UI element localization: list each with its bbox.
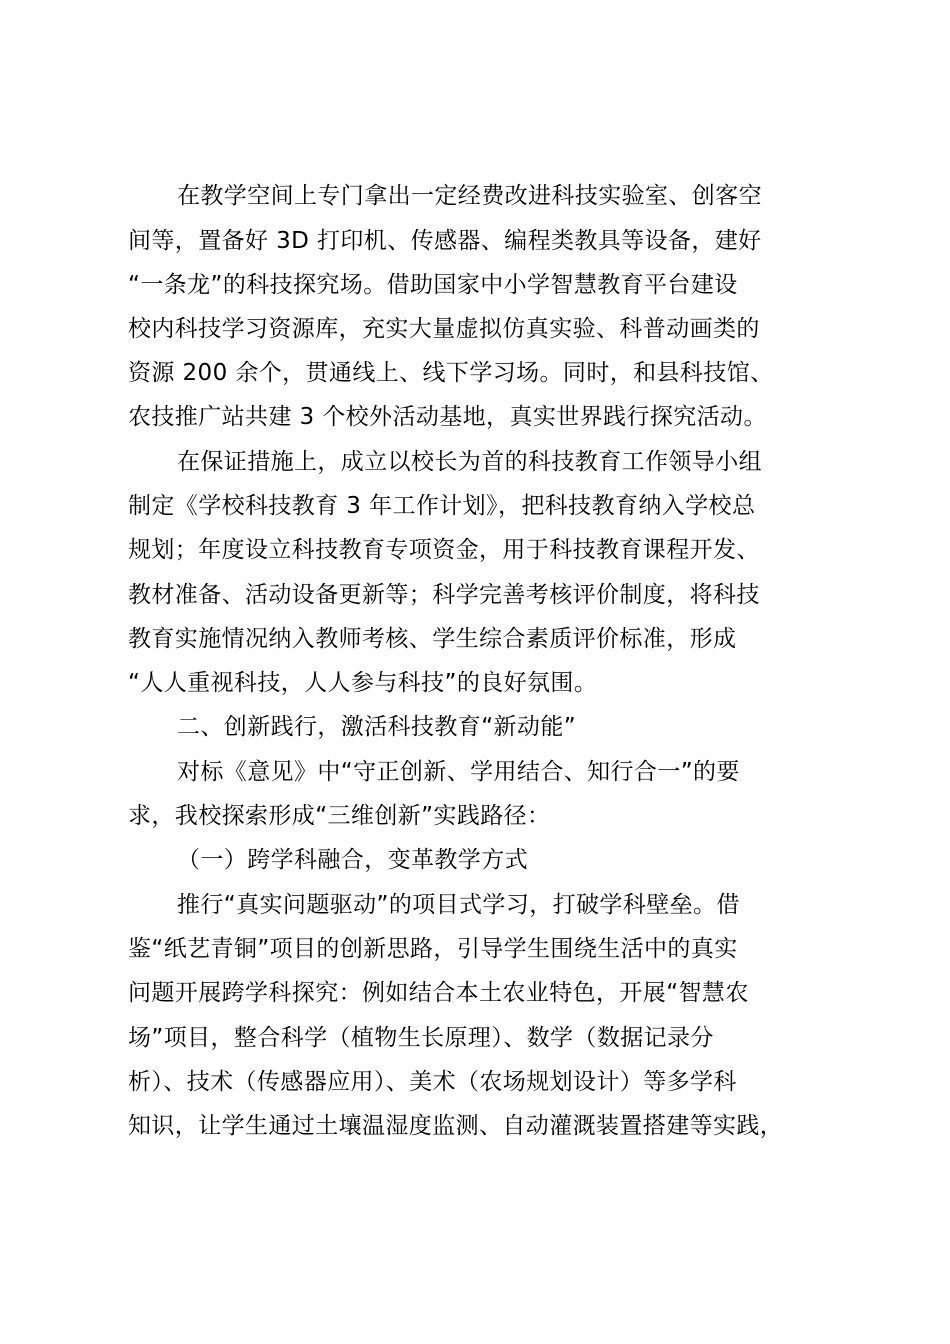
- paragraph-3-line-2: 求，我校探索形成“三维创新”实践路径：: [128, 803, 551, 829]
- paragraph-4-line-2: 鉴“纸艺青铜”项目的创新思路，引导学生围绕生活中的真实: [128, 936, 738, 962]
- paragraph-4-line-1: 推行“真实问题驱动”的项目式学习，打破学科壁垒。借: [177, 892, 740, 918]
- paragraph-2-line-2: 制定《学校科技教育 3 年工作计划》，把科技教育纳入学校总: [128, 493, 756, 519]
- paragraph-4-line-3: 问题开展跨学科探究：例如结合本土农业特色，开展“智慧农: [128, 980, 749, 1006]
- paragraph-2-line-6: “人人重视科技，人人参与科技”的良好氛围。: [128, 670, 598, 696]
- paragraph-4-line-4: 场”项目，整合科学（植物生长原理）、数学（数据记录分: [128, 1025, 714, 1051]
- subsection-heading-1: （一）跨学科融合，变革教学方式: [177, 847, 528, 873]
- paragraph-2-line-5: 教育实施情况纳入教师考核、学生综合素质评价标准，形成: [128, 626, 737, 652]
- paragraph-1-line-3: “一条龙”的科技探究场。借助国家中小学智慧教育平台建设: [128, 272, 738, 298]
- paragraph-4-line-6: 知识，让学生通过土壤温湿度监测、自动灌溉装置搭建等实践，: [128, 1113, 784, 1139]
- paragraph-1-line-4: 校内科技学习资源库，充实大量虚拟仿真实验、科普动画类的: [128, 316, 760, 342]
- paragraph-1-line-6: 农技推广站共建 3 个校外活动基地，真实世界践行探究活动。: [128, 404, 767, 430]
- paragraph-2-line-1: 在保证措施上，成立以校长为首的科技教育工作领导小组: [177, 449, 762, 475]
- section-heading-2: 二、创新践行，激活科技教育“新动能”: [177, 714, 577, 740]
- paragraph-2-line-3: 规划；年度设立科技教育专项资金，用于科技教育课程开发、: [128, 537, 760, 563]
- paragraph-1-line-2: 间等，置备好 3D 打印机、传感器、编程类教具等设备，建好: [128, 228, 762, 254]
- paragraph-1-line-5: 资源 200 余个，贯通线上、线下学习场。同时，和县科技馆、: [128, 360, 774, 386]
- paragraph-1-line-1: 在教学空间上专门拿出一定经费改进科技实验室、创客空: [177, 183, 762, 209]
- paragraph-4-line-5: 析）、技术（传感器应用）、美术（农场规划设计）等多学科: [128, 1069, 737, 1095]
- paragraph-3-line-1: 对标《意见》中“守正创新、学用结合、知行合一”的要: [177, 759, 740, 785]
- paragraph-2-line-4: 教材准备、活动设备更新等；科学完善考核评价制度，将科技: [128, 582, 760, 608]
